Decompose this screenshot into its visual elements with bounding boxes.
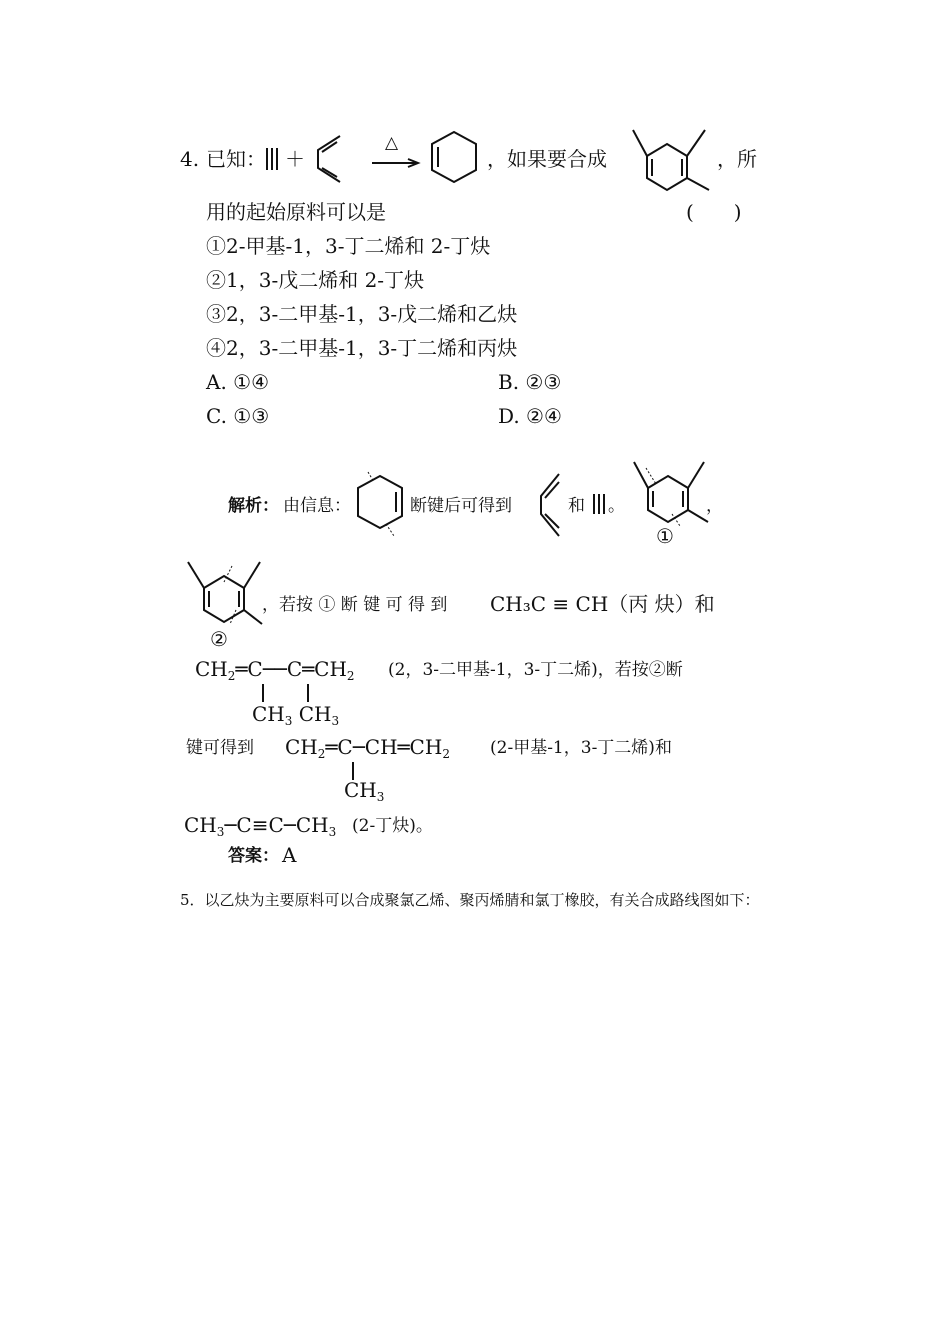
diene-1-formula: $CH_2═C──C═CH_2$ [195, 657, 355, 683]
methyl-bond-2 [307, 684, 309, 702]
choice-d: D. ②④ [498, 404, 562, 428]
analysis-cut-2-prefix: 键可得到 [186, 738, 254, 758]
choice-a: A. ①④ [206, 370, 270, 394]
reaction-arrow-icon [372, 158, 422, 168]
question-4-line-2: 用的起始原料可以是 [206, 200, 386, 224]
option-3: ③2，3-二甲基-1，3-戊二烯和乙炔 [206, 302, 518, 326]
analysis-he-1: 和 [568, 496, 585, 516]
analysis-text-2: 断键后可得到 [410, 496, 512, 516]
option-1: ①2-甲基-1，3-丁二烯和 2-丁炔 [206, 234, 491, 258]
butyne-formula: $CH_3─C\equiv C─CH_3$ [184, 813, 337, 839]
methyl-bond-1 [262, 684, 264, 702]
alkyne-fragment-icon [592, 492, 606, 516]
option-2: ②1，3-戊二烯和 2-丁炔 [206, 268, 425, 292]
cyclohexene-structure-icon [426, 130, 482, 186]
propyne-formula [490, 592, 715, 616]
diene-2-name: (2-甲基-1，3-丁二烯)和 [490, 738, 672, 758]
analysis-if-cut-1: ，若按 ① 断 键 可 得 到 [262, 595, 448, 615]
comma-suo-text: ，所 [717, 147, 757, 171]
question-4-known-label: 已知： [206, 147, 266, 171]
analysis-comma-1: ， [706, 496, 723, 516]
answer-value: A [282, 843, 297, 867]
question-5-text: 5．以乙炔为主要原料可以合成聚氯乙烯、聚丙烯腈和氯丁橡胶，有关合成路线图如下： [180, 891, 760, 909]
option-4: ④2，3-二甲基-1，3-丁二烯和丙炔 [206, 336, 518, 360]
butyne-name: (2-丁炔)。 [352, 816, 433, 836]
target-cut-1-structure-icon [628, 460, 712, 526]
analysis-end-1: 。 [608, 496, 625, 516]
choice-b: B. ②③ [498, 370, 562, 394]
cut-label-2: ② [210, 627, 228, 651]
alkyne-triple-bond-icon [265, 146, 279, 172]
to-synthesize-text: ，如果要合成 [487, 147, 607, 171]
analysis-label: 解析： [228, 496, 279, 516]
question-4-number: 4. [180, 147, 200, 171]
cut-label-1: ① [656, 524, 674, 548]
heat-delta-symbol: △ [385, 133, 399, 153]
target-molecule-structure-icon [625, 126, 715, 192]
cyclohexene-cut-structure-icon [352, 470, 408, 538]
choice-c: C. ①③ [206, 404, 270, 428]
answer-label: 答案： [228, 846, 279, 866]
plus-sign: ＋ [285, 147, 305, 171]
diene-1-methyls: $CH_3$ $CH_3$ [252, 702, 340, 728]
diene-2-formula: $CH_2═C─CH═CH_2$ [285, 735, 450, 761]
butadiene-structure-icon [310, 132, 350, 182]
diene-2-methyl: $CH_3$ [344, 778, 385, 804]
answer-paren: ( ) [686, 200, 742, 224]
diene-1-name: (2，3-二甲基-1，3-丁二烯)，若按②断 [388, 660, 683, 680]
propyne-text: CH₃C ≡ CH（丙 炔）和 [490, 592, 715, 616]
target-cut-2-structure-icon [184, 558, 268, 628]
diene-fragment-icon [535, 470, 565, 540]
analysis-text-1: 由信息： [283, 496, 351, 516]
